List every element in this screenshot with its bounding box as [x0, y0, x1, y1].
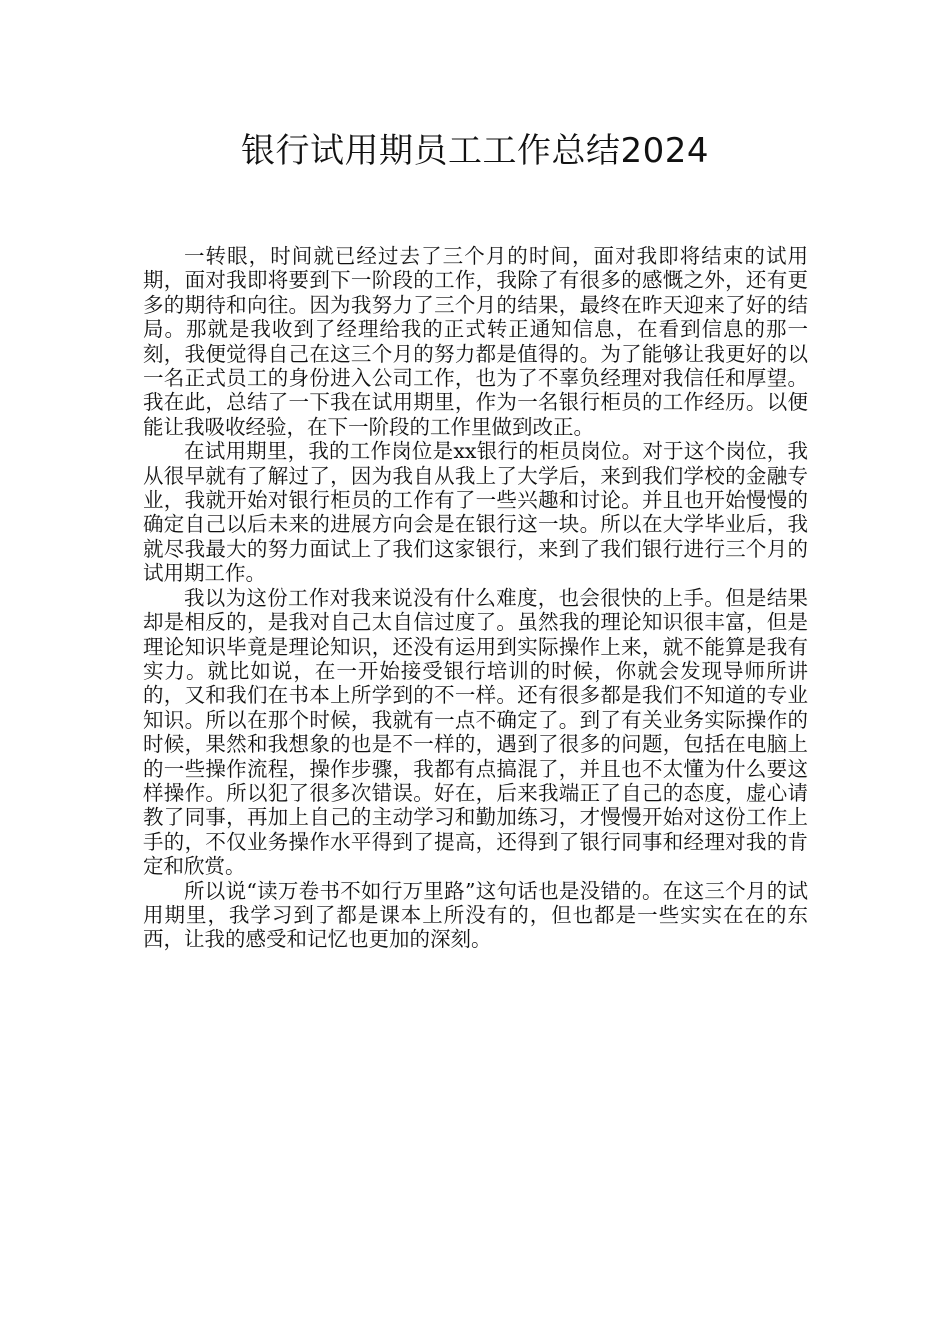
document-title: 银行试用期员工工作总结2024: [240, 131, 710, 171]
paragraph-1: 一转眼，时间就已经过去了三个月的时间，面对我即将结束的试用期，面对我即将要到下一阶段的工作，我除了有很多的感慨之外，还有更多的期待和向往。因为我努力了三个月的结果，最终在昨天迎来了好的结局。那就是我收到了经理给我的正式转正通知信息，在看到信息的那一刻，我便觉得自己在这三个月的努力都是值得的。为了能够让我更好的以一名正式员工的身份进入公司工作，也为了不辜负经理对我信任和厚望。我在此，总结了一下我在试用期里，作为一名银行柜员的工作经历。以便能让我吸收经验，在下一阶段的工作里做到改正。: [143, 244, 808, 439]
document-body: [143, 244, 808, 952]
paragraph-4: 所以说“读万卷书不如行万里路”这句话也是没错的。在这三个月的试用期里，我学习到了都是课本上所没有的，但也都是一些实实在在的东西，让我的感受和记忆也更加的深刻。: [143, 878, 808, 952]
paragraph-2: 在试用期里，我的工作岗位是xx银行的柜员岗位。对于这个岗位，我从很早就有了解过了，因为我自从我上了大学后，来到我们学校的金融专业，我就开始对银行柜员的工作有了一些兴趣和讨论。并且也开始慢慢的确定自己以后未来的进展方向会是在银行这一块。所以在大学毕业后，我就尽我最大的努力面试上了我们这家银行，来到了我们银行进行三个月的试用期工作。: [143, 439, 808, 586]
paragraph-3: 我以为这份工作对我来说没有什么难度，也会很快的上手。但是结果却是相反的，是我对自己太自信过度了。虽然我的理论知识很丰富，但是理论知识毕竟是理论知识，还没有运用到实际操作上来，就不能算是我有实力。就比如说，在一开始接受银行培训的时候，你就会发现导师所讲的，又和我们在书本上所学到的不一样。还有很多都是我们不知道的专业知识。所以在那个时候，我就有一点不确定了。到了有关业务实际操作的时候，果然和我想象的也是不一样的，遇到了很多的问题，包括在电脑上的一些操作流程，操作步骤，我都有点搞混了，并且也不太懂为什么要这样操作。所以犯了很多次错误。好在，后来我端正了自己的态度，虚心请教了同事，再加上自己的主动学习和勤加练习，才慢慢开始对这份工作上手的，不仅业务操作水平得到了提高，还得到了银行同事和经理对我的肯定和欣赏。: [143, 585, 808, 879]
